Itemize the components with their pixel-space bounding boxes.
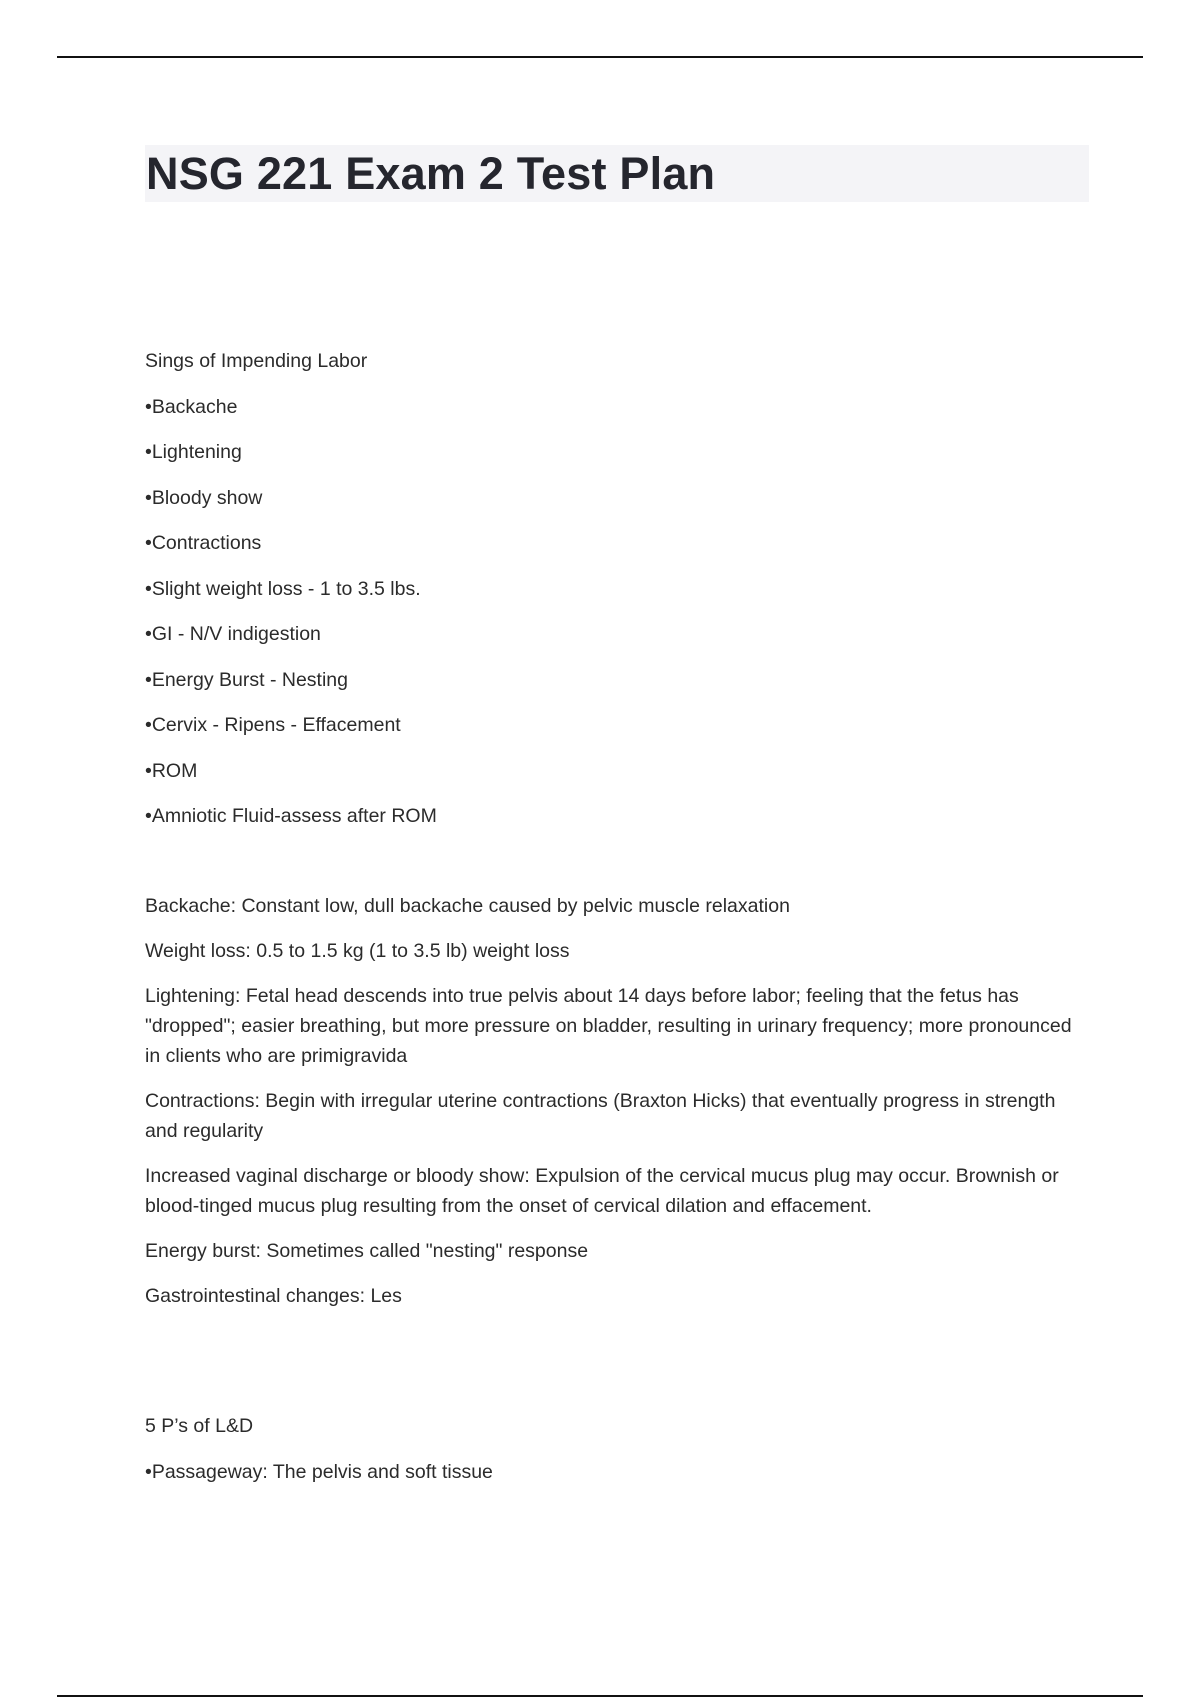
bottom-rule [57,1695,1143,1697]
definition-paragraph: Contractions: Begin with irregular uterine contractions (Braxton Hicks) that eventually progress in strength and regularity [145,1090,1056,1142]
list-item: •Contractions [145,532,262,554]
definition-paragraph: Backache: Constant low, dull backache caused by pelvic muscle relaxation [145,895,790,917]
definition-paragraph: Gastrointestinal changes: Les [145,1285,402,1307]
definition-paragraph: Increased vaginal discharge or bloody show: Expulsion of the cervical mucus plug may occur. Brownish or blood-tinged mucus plug resulting from the onset of cervical dilation and effacement. [145,1165,1059,1217]
list-item: •Backache [145,395,238,418]
list-item: •Energy Burst - Nesting [145,668,348,691]
definition-paragraph: Lightening: Fetal head descends into true pelvis about 14 days before labor; feeling that the fetus has "dropped"; easier breathing, but more pressure on bladder, resulting in urinary frequency; more pronounced in clients who are primigravida [145,985,1072,1067]
five-ps-section [145,1411,1089,1487]
section-heading: 5 P’s of L&D [145,1415,254,1437]
top-rule [57,56,1143,58]
document-body [145,145,1089,1502]
page-title: NSG 221 Exam 2 Test Plan [146,148,716,199]
list-item: •GI - N/V indigestion [145,623,321,645]
list-item: •Cervix - Ripens - Effacement [145,714,401,736]
definition-paragraph: Weight loss: 0.5 to 1.5 kg (1 to 3.5 lb) weight loss [145,940,570,962]
section-heading: Sings of Impending Labor [145,350,368,372]
list-item: •Bloody show [145,486,263,509]
list-item: •ROM [145,759,198,782]
definition-paragraph: Energy burst: Sometimes called "nesting" response [145,1240,589,1262]
definitions-section [145,891,1089,1311]
list-item: •Amniotic Fluid-assess after ROM [145,805,437,827]
list-item: •Slight weight loss - 1 to 3.5 lbs. [145,577,421,600]
list-item: •Passageway: The pelvis and soft tissue [145,1460,493,1483]
impending-labor-section [145,346,1089,831]
title-banner [145,145,1089,202]
list-item: •Lightening [145,441,242,463]
